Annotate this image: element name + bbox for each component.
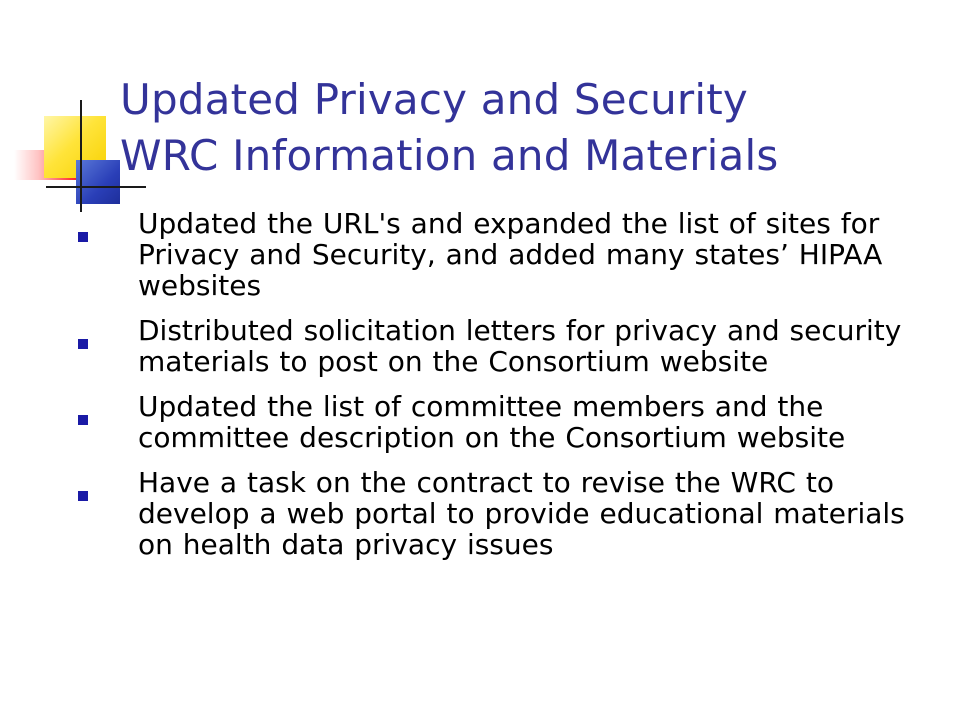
bullet-text: Updated the URL's and expanded the list of sites for Privacy and Security, and added many states’ HIPAA websites (138, 207, 883, 302)
logo-blue-square (76, 160, 120, 204)
logo-vertical-line (80, 100, 82, 212)
bullet-item (78, 391, 918, 453)
slide-title (120, 72, 940, 184)
bullet-list (78, 208, 918, 574)
logo-horizontal-line (46, 186, 146, 188)
square-bullet-icon (78, 339, 88, 349)
slide-title-line-1: Updated Privacy and Security (120, 75, 748, 124)
bullet-text: Updated the list of committee members and the committee description on the Consortium website (138, 390, 846, 454)
bullet-item (78, 315, 918, 377)
bullet-text: Distributed solicitation letters for privacy and security materials to post on the Consortium website (138, 314, 902, 378)
square-bullet-icon (78, 232, 88, 242)
bullet-text: Have a task on the contract to revise the WRC to develop a web portal to provide educational materials on health data privacy issues (138, 466, 905, 561)
square-bullet-icon (78, 491, 88, 501)
square-bullet-icon (78, 415, 88, 425)
bullet-item (78, 467, 918, 560)
slide-title-line-2: WRC Information and Materials (120, 131, 779, 180)
bullet-item (78, 208, 918, 301)
